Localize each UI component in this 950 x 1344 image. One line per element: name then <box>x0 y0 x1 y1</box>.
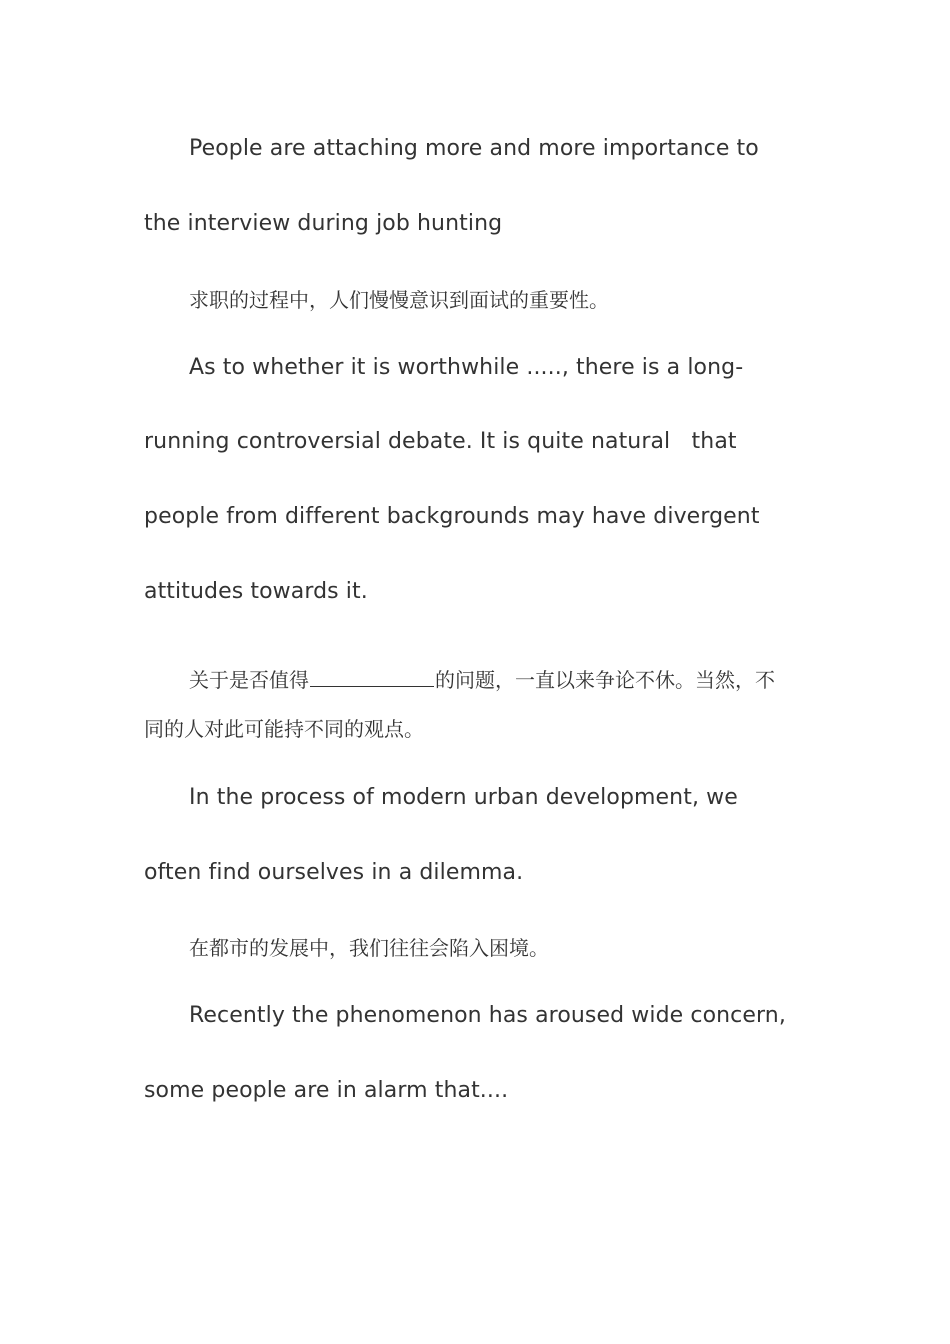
paragraph-2-line-3: people from different backgrounds may have divergent <box>144 504 760 529</box>
translation-text-after-blank: 的问题，一直以来争论不休。当然，不 <box>435 668 775 692</box>
paragraph-3-line-2: often find ourselves in a dilemma. <box>144 860 524 885</box>
paragraph-1-line-1: People are attaching more and more importance to <box>189 136 759 161</box>
paragraph-3-line-1: In the process of modern urban development, we <box>189 785 738 810</box>
paragraph-2-line-2: running controversial debate. It is quite natural that <box>144 429 737 454</box>
paragraph-2-translation-line-1 <box>189 664 775 693</box>
paragraph-2-translation-line-2: 同的人对此可能持不同的观点。 <box>144 717 424 741</box>
paragraph-4-line-2: some people are in alarm that.... <box>144 1078 509 1103</box>
paragraph-2-line-4: attitudes towards it. <box>144 579 368 604</box>
fill-in-blank <box>310 668 434 687</box>
paragraph-4-line-1: Recently the phenomenon has aroused wide concern, <box>189 1003 786 1028</box>
paragraph-1-line-2: the interview during job hunting <box>144 211 503 236</box>
paragraph-1-translation: 求职的过程中，人们慢慢意识到面试的重要性。 <box>189 288 609 312</box>
paragraph-3-translation: 在都市的发展中，我们往往会陷入困境。 <box>189 936 549 960</box>
paragraph-2-line-1: As to whether it is worthwhile ....., there is a long- <box>189 355 744 380</box>
translation-text-before-blank: 关于是否值得 <box>189 668 309 692</box>
